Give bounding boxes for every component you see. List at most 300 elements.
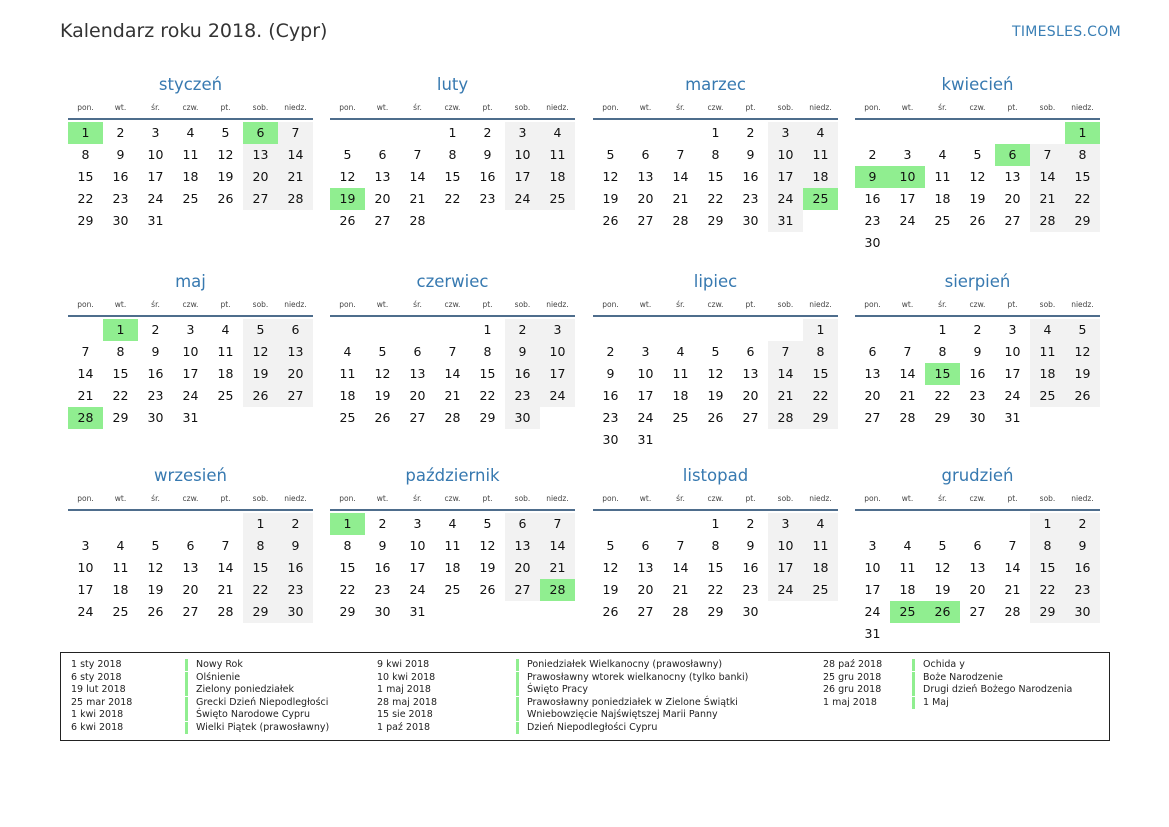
weekday-label: pt.: [1007, 494, 1018, 503]
day-cell: 13: [1004, 169, 1021, 184]
legend-date: 28 maj 2018: [377, 696, 438, 708]
day-cell: 23: [602, 410, 619, 425]
day-grid: [593, 317, 838, 451]
day-cell: 23: [278, 579, 313, 601]
day-cell: 19: [147, 582, 164, 597]
day-cell: 21: [1030, 188, 1065, 210]
day-cell: 17: [505, 166, 540, 188]
day-cell: 27: [374, 213, 391, 228]
day-cell: 12: [217, 147, 234, 162]
weekday-label: pt.: [1007, 103, 1018, 112]
week-row: [330, 210, 575, 232]
day-cell: 12: [969, 169, 986, 184]
day-cell: 3: [1008, 322, 1017, 337]
day-cell: 30: [969, 410, 986, 425]
weekday-label: niedz.: [284, 103, 307, 112]
empty-cell: [68, 513, 103, 535]
legend-date: 26 gru 2018: [823, 684, 882, 696]
week-row: [855, 363, 1100, 385]
day-cell: 17: [540, 363, 575, 385]
weekday-label: wt.: [901, 494, 914, 503]
day-cell: 27: [409, 410, 426, 425]
day-cell: 23: [374, 582, 391, 597]
weekday-header: [330, 98, 575, 120]
day-cell: 9: [505, 341, 540, 363]
holiday-day-cell: 6: [243, 122, 278, 144]
month-1: [68, 72, 313, 232]
day-cell: 25: [540, 188, 575, 210]
empty-cell: [890, 122, 925, 144]
day-cell: 25: [672, 410, 689, 425]
day-cell: 21: [444, 388, 461, 403]
weekday-label: śr.: [413, 103, 422, 112]
legend-holiday-name: Grecki Dzień Niepodległości: [185, 697, 328, 709]
empty-cell: [663, 429, 698, 451]
day-cell: 23: [112, 191, 129, 206]
weekday-label: sob.: [1039, 103, 1056, 112]
day-cell: 12: [602, 169, 619, 184]
day-cell: 26: [339, 213, 356, 228]
day-cell: 7: [676, 147, 685, 162]
day-cell: 24: [77, 604, 94, 619]
weekday-label: śr.: [938, 494, 947, 503]
day-cell: 18: [672, 388, 689, 403]
empty-cell: [925, 232, 960, 254]
empty-cell: [890, 232, 925, 254]
day-cell: 16: [864, 191, 881, 206]
day-cell: 21: [278, 166, 313, 188]
day-cell: 6: [413, 344, 422, 359]
week-row: [593, 144, 838, 166]
legend-holiday-name: Ochida y: [912, 659, 965, 671]
day-cell: 23: [147, 388, 164, 403]
day-cell: 9: [278, 535, 313, 557]
day-cell: 17: [899, 191, 916, 206]
month-5: [68, 269, 313, 429]
empty-cell: [698, 319, 733, 341]
week-row: [855, 122, 1100, 144]
day-cell: 2: [1065, 513, 1100, 535]
day-cell: 2: [378, 516, 387, 531]
day-cell: 30: [278, 601, 313, 623]
day-cell: 28: [409, 213, 426, 228]
weekday-header: [593, 295, 838, 317]
day-cell: 30: [742, 604, 759, 619]
day-cell: 15: [112, 366, 129, 381]
empty-cell: [803, 429, 838, 451]
week-row: [855, 319, 1100, 341]
weekday-label: pon.: [602, 103, 619, 112]
month-title: maj: [175, 272, 206, 291]
day-cell: 20: [409, 388, 426, 403]
day-cell: 22: [934, 388, 951, 403]
holiday-legend: [60, 652, 1110, 741]
week-row: [593, 407, 838, 429]
day-cell: 22: [339, 582, 356, 597]
day-cell: 4: [1030, 319, 1065, 341]
day-cell: 6: [641, 538, 650, 553]
day-cell: 26: [707, 410, 724, 425]
week-row: [68, 363, 313, 385]
week-row: [330, 166, 575, 188]
weekday-label: pon.: [77, 494, 94, 503]
day-cell: 9: [973, 344, 982, 359]
day-cell: 13: [637, 169, 654, 184]
day-cell: 21: [672, 191, 689, 206]
week-row: [593, 579, 838, 601]
day-cell: 7: [278, 122, 313, 144]
week-row: [855, 166, 1100, 188]
weekday-label: pt.: [220, 300, 231, 309]
day-cell: 15: [339, 560, 356, 575]
day-cell: 11: [540, 144, 575, 166]
month-title: czerwiec: [416, 272, 489, 291]
empty-cell: [1030, 623, 1065, 645]
day-cell: 15: [707, 560, 724, 575]
weekday-label: śr.: [938, 300, 947, 309]
weekday-label: pt.: [1007, 300, 1018, 309]
day-cell: 13: [742, 366, 759, 381]
weekday-header: [593, 98, 838, 120]
empty-cell: [435, 319, 470, 341]
day-cell: 25: [217, 388, 234, 403]
day-cell: 27: [278, 385, 313, 407]
legend-date: 6 kwi 2018: [71, 722, 124, 733]
day-cell: 9: [483, 147, 492, 162]
weekday-label: niedz.: [1071, 494, 1094, 503]
legend-date: 1 maj 2018: [377, 684, 431, 696]
legend-date: 6 sty 2018: [71, 671, 122, 683]
day-cell: 24: [505, 188, 540, 210]
day-cell: 31: [864, 626, 881, 641]
empty-cell: [995, 232, 1030, 254]
day-cell: 19: [602, 191, 619, 206]
day-cell: 18: [803, 557, 838, 579]
weekday-label: wt.: [639, 103, 652, 112]
weekday-label: wt.: [114, 494, 127, 503]
weekday-label: pt.: [745, 300, 756, 309]
weekday-label: wt.: [639, 494, 652, 503]
weekday-label: pon.: [339, 300, 356, 309]
day-cell: 13: [637, 560, 654, 575]
day-cell: 29: [77, 213, 94, 228]
day-cell: 12: [147, 560, 164, 575]
day-cell: 6: [505, 513, 540, 535]
day-cell: 6: [868, 344, 877, 359]
weekday-label: pon.: [864, 300, 881, 309]
day-cell: 21: [1004, 582, 1021, 597]
weekday-label: śr.: [413, 494, 422, 503]
day-cell: 2: [606, 344, 615, 359]
legend-holiday-name: Wniebowzięcie Najświętszej Marii Panny: [516, 709, 718, 721]
day-cell: 2: [973, 322, 982, 337]
day-cell: 24: [182, 388, 199, 403]
empty-cell: [593, 513, 628, 535]
day-cell: 11: [444, 538, 461, 553]
day-cell: 1: [938, 322, 947, 337]
empty-cell: [540, 407, 575, 429]
week-row: [855, 341, 1100, 363]
day-cell: 30: [112, 213, 129, 228]
day-cell: 6: [641, 147, 650, 162]
empty-cell: [663, 513, 698, 535]
empty-cell: [925, 122, 960, 144]
day-cell: 16: [147, 366, 164, 381]
day-cell: 22: [707, 582, 724, 597]
week-row: [593, 557, 838, 579]
day-cell: 14: [217, 560, 234, 575]
day-cell: 9: [151, 344, 160, 359]
day-cell: 15: [803, 363, 838, 385]
day-cell: 19: [602, 582, 619, 597]
day-cell: 12: [339, 169, 356, 184]
day-cell: 20: [864, 388, 881, 403]
day-grid: [68, 317, 313, 429]
day-cell: 3: [768, 122, 803, 144]
day-cell: 20: [243, 166, 278, 188]
day-cell: 24: [409, 582, 426, 597]
empty-cell: [960, 122, 995, 144]
day-cell: 4: [448, 516, 457, 531]
empty-cell: [470, 210, 505, 232]
day-cell: 5: [938, 538, 947, 553]
day-cell: 24: [637, 410, 654, 425]
day-cell: 27: [505, 579, 540, 601]
day-cell: 10: [77, 560, 94, 575]
week-row: [593, 319, 838, 341]
day-cell: 27: [637, 604, 654, 619]
weekday-label: niedz.: [1071, 300, 1094, 309]
empty-cell: [593, 122, 628, 144]
week-row: [68, 513, 313, 535]
weekday-label: niedz.: [1071, 103, 1094, 112]
weekday-label: czw.: [444, 494, 461, 503]
day-cell: 8: [343, 538, 352, 553]
day-cell: 10: [864, 560, 881, 575]
weekday-label: czw.: [182, 300, 199, 309]
day-cell: 16: [969, 366, 986, 381]
week-row: [855, 601, 1100, 623]
weekday-label: pon.: [77, 103, 94, 112]
weekday-label: niedz.: [809, 494, 832, 503]
day-cell: 7: [81, 344, 90, 359]
day-cell: 1: [243, 513, 278, 535]
day-grid: [330, 317, 575, 429]
weekday-label: sob.: [252, 103, 269, 112]
day-cell: 17: [147, 169, 164, 184]
brand-link[interactable]: TIMESLES.COM: [1012, 24, 1121, 40]
day-cell: 4: [903, 538, 912, 553]
legend-holiday-name: Święto Narodowe Cypru: [185, 709, 310, 721]
day-cell: 9: [746, 147, 755, 162]
week-row: [68, 407, 313, 429]
day-cell: 15: [707, 169, 724, 184]
day-cell: 28: [672, 213, 689, 228]
month-12: [855, 463, 1100, 645]
legend-date: 10 kwi 2018: [377, 671, 436, 683]
week-row: [855, 623, 1100, 645]
day-cell: 6: [186, 538, 195, 553]
legend-holiday-name: Zielony poniedziałek: [185, 684, 294, 696]
day-cell: 4: [186, 125, 195, 140]
day-cell: 14: [444, 366, 461, 381]
week-row: [593, 363, 838, 385]
weekday-label: czw.: [707, 103, 724, 112]
empty-cell: [208, 407, 243, 429]
month-11: [593, 463, 838, 623]
month-8: [855, 269, 1100, 429]
day-cell: 28: [1004, 604, 1021, 619]
empty-cell: [243, 210, 278, 232]
weekday-label: pon.: [864, 494, 881, 503]
day-cell: 30: [505, 407, 540, 429]
day-cell: 24: [899, 213, 916, 228]
day-cell: 1: [483, 322, 492, 337]
week-row: [855, 535, 1100, 557]
day-cell: 2: [868, 147, 877, 162]
empty-cell: [593, 319, 628, 341]
holiday-day-cell: 26: [925, 601, 960, 623]
weekday-header: [855, 98, 1100, 120]
day-cell: 14: [672, 560, 689, 575]
day-cell: 21: [768, 385, 803, 407]
day-cell: 26: [217, 191, 234, 206]
page-title: Kalendarz roku 2018. (Cypr): [60, 20, 328, 42]
day-cell: 7: [768, 341, 803, 363]
day-cell: 24: [768, 188, 803, 210]
empty-cell: [330, 122, 365, 144]
day-cell: 25: [182, 191, 199, 206]
day-cell: 1: [711, 125, 720, 140]
day-cell: 4: [803, 513, 838, 535]
empty-cell: [628, 122, 663, 144]
day-cell: 4: [116, 538, 125, 553]
week-row: [330, 513, 575, 535]
day-cell: 18: [1030, 363, 1065, 385]
legend-holiday-name: Nowy Rok: [185, 659, 243, 671]
day-cell: 30: [602, 432, 619, 447]
day-cell: 5: [151, 538, 160, 553]
holiday-day-cell: 28: [540, 579, 575, 601]
legend-holiday-name: Poniedziałek Wielkanocny (prawosławny): [516, 659, 722, 671]
empty-cell: [1065, 232, 1100, 254]
day-cell: 24: [768, 579, 803, 601]
day-cell: 11: [934, 169, 951, 184]
week-row: [68, 188, 313, 210]
week-row: [855, 232, 1100, 254]
empty-cell: [890, 623, 925, 645]
week-row: [855, 579, 1100, 601]
day-cell: 30: [864, 235, 881, 250]
day-cell: 18: [899, 582, 916, 597]
week-row: [68, 385, 313, 407]
day-cell: 27: [243, 188, 278, 210]
legend-date: 1 paź 2018: [377, 722, 431, 733]
day-cell: 5: [221, 125, 230, 140]
day-cell: 29: [112, 410, 129, 425]
legend-date: 1 kwi 2018: [71, 709, 124, 721]
day-cell: 2: [483, 125, 492, 140]
day-grid: [855, 120, 1100, 254]
day-cell: 31: [182, 410, 199, 425]
day-cell: 24: [1004, 388, 1021, 403]
day-cell: 17: [637, 388, 654, 403]
empty-cell: [855, 319, 890, 341]
week-row: [68, 557, 313, 579]
day-cell: 16: [742, 560, 759, 575]
empty-cell: [995, 623, 1030, 645]
day-cell: 26: [147, 604, 164, 619]
month-title: wrzesień: [154, 466, 227, 485]
day-cell: 18: [182, 169, 199, 184]
empty-cell: [768, 601, 803, 623]
weekday-label: wt.: [376, 103, 389, 112]
weekday-label: czw.: [707, 494, 724, 503]
day-cell: 14: [672, 169, 689, 184]
day-cell: 7: [676, 538, 685, 553]
week-row: [330, 407, 575, 429]
day-cell: 22: [479, 388, 496, 403]
legend-holiday-name: Olśnienie: [185, 672, 240, 684]
day-cell: 3: [505, 122, 540, 144]
day-cell: 16: [602, 388, 619, 403]
weekday-label: sob.: [777, 300, 794, 309]
day-cell: 8: [483, 344, 492, 359]
day-cell: 10: [637, 366, 654, 381]
weekday-label: śr.: [938, 103, 947, 112]
day-cell: 13: [278, 341, 313, 363]
weekday-label: pt.: [220, 103, 231, 112]
day-cell: 8: [243, 535, 278, 557]
day-cell: 3: [186, 322, 195, 337]
day-cell: 18: [803, 166, 838, 188]
holiday-day-cell: 9: [855, 166, 890, 188]
empty-cell: [925, 513, 960, 535]
empty-cell: [733, 319, 768, 341]
empty-cell: [208, 513, 243, 535]
day-cell: 4: [938, 147, 947, 162]
month-title: lipiec: [693, 272, 738, 291]
holiday-day-cell: 1: [68, 122, 103, 144]
day-cell: 14: [409, 169, 426, 184]
weekday-label: niedz.: [809, 103, 832, 112]
day-cell: 22: [803, 385, 838, 407]
day-cell: 5: [1065, 319, 1100, 341]
holiday-day-cell: 25: [803, 188, 838, 210]
weekday-label: wt.: [901, 103, 914, 112]
weekday-label: sob.: [514, 103, 531, 112]
week-row: [330, 363, 575, 385]
empty-cell: [540, 601, 575, 623]
day-cell: 3: [540, 319, 575, 341]
weekday-label: wt.: [114, 300, 127, 309]
day-cell: 23: [1065, 579, 1100, 601]
empty-cell: [208, 210, 243, 232]
legend-date: 15 sie 2018: [377, 709, 433, 721]
day-cell: 22: [707, 191, 724, 206]
day-grid: [855, 317, 1100, 429]
day-cell: 14: [1030, 166, 1065, 188]
week-row: [593, 535, 838, 557]
empty-cell: [470, 601, 505, 623]
empty-cell: [103, 513, 138, 535]
day-cell: 16: [374, 560, 391, 575]
weekday-header: [855, 295, 1100, 317]
empty-cell: [960, 623, 995, 645]
month-title: marzec: [685, 75, 746, 94]
week-row: [330, 319, 575, 341]
weekday-label: pon.: [602, 494, 619, 503]
